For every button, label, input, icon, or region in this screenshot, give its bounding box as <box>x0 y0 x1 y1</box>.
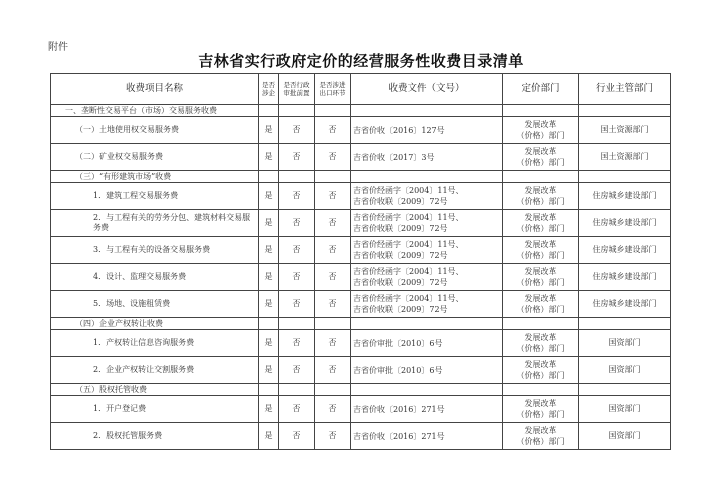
header-document: 收费文件（文号） <box>351 74 503 105</box>
industry-dept-cell: 国资部门 <box>579 396 671 423</box>
empty-cell <box>279 105 315 117</box>
header-pricing-dept: 定价部门 <box>503 74 579 105</box>
document-cell <box>351 423 503 450</box>
pricing-dept-line: （价格）部门 <box>516 371 565 380</box>
export-link-cell: 否 <box>315 396 351 423</box>
pricing-dept-line: 发展改革 <box>524 267 557 276</box>
document-cell <box>351 144 503 171</box>
export-link-cell: 否 <box>315 183 351 210</box>
empty-cell <box>279 171 315 183</box>
document-line: 吉省价收联〔2009〕72号 <box>353 305 448 314</box>
pricing-dept-line: （价格）部门 <box>516 131 565 140</box>
pricing-dept-cell <box>503 144 579 171</box>
document-line: 吉省价收联〔2009〕72号 <box>353 224 448 233</box>
document-cell <box>351 291 503 318</box>
pricing-dept-cell <box>503 210 579 237</box>
pricing-dept-line: 发展改革 <box>524 213 557 222</box>
section-title: 一、垄断性交易平台（市场）交易服务收费 <box>51 105 259 117</box>
empty-cell <box>503 171 579 183</box>
document-line: 吉省价经函字〔2004〕11号、 <box>353 240 464 249</box>
industry-dept-cell: 住房城乡建设部门 <box>579 291 671 318</box>
table-row <box>51 396 671 423</box>
involves-enterprise-cell: 是 <box>259 396 279 423</box>
document-line: 吉省价审批〔2010〕6号 <box>353 365 443 375</box>
involves-enterprise-cell: 是 <box>259 423 279 450</box>
table-row <box>51 117 671 144</box>
section-row <box>51 318 671 330</box>
empty-cell <box>579 171 671 183</box>
document-line: 吉省价收联〔2009〕72号 <box>353 197 448 206</box>
admin-approval-cell: 否 <box>279 144 315 171</box>
pricing-dept-line: 发展改革 <box>524 240 557 249</box>
industry-dept-cell: 住房城乡建设部门 <box>579 264 671 291</box>
table-row <box>51 423 671 450</box>
item-name: 4．设计、监理交易服务费 <box>51 264 259 291</box>
admin-approval-cell: 否 <box>279 423 315 450</box>
empty-cell <box>579 384 671 396</box>
item-name: 5．场地、设施租赁费 <box>51 291 259 318</box>
pricing-dept-line: （价格）部门 <box>516 305 565 314</box>
header-admin-approval: 是否行政审批前置 <box>279 74 315 105</box>
attachment-label: 附件 <box>48 42 68 53</box>
empty-cell <box>503 318 579 330</box>
document-cell <box>351 396 503 423</box>
empty-cell <box>579 318 671 330</box>
header-row <box>51 74 671 105</box>
export-link-cell: 否 <box>315 264 351 291</box>
export-link-cell: 否 <box>315 330 351 357</box>
table-row <box>51 330 671 357</box>
table-row <box>51 144 671 171</box>
section-row <box>51 171 671 183</box>
pricing-dept-cell <box>503 264 579 291</box>
admin-approval-cell: 否 <box>279 183 315 210</box>
empty-cell <box>259 105 279 117</box>
page-title: 吉林省实行政府定价的经营服务性收费目录清单 <box>198 52 524 70</box>
involves-enterprise-cell: 是 <box>259 117 279 144</box>
empty-cell <box>351 171 503 183</box>
table-row <box>51 264 671 291</box>
export-link-cell: 否 <box>315 210 351 237</box>
pricing-dept-line: （价格）部门 <box>516 158 565 167</box>
involves-enterprise-cell: 是 <box>259 237 279 264</box>
export-link-cell: 否 <box>315 357 351 384</box>
item-name: 3．与工程有关的设备交易服务费 <box>51 237 259 264</box>
document-line: 吉省价经函字〔2004〕11号、 <box>353 267 464 276</box>
export-link-cell: 否 <box>315 291 351 318</box>
document-cell <box>351 210 503 237</box>
section-row <box>51 105 671 117</box>
admin-approval-cell: 否 <box>279 237 315 264</box>
table-row <box>51 291 671 318</box>
admin-approval-cell: 否 <box>279 264 315 291</box>
pricing-dept-line: 发展改革 <box>524 147 557 156</box>
pricing-dept-line: 发展改革 <box>524 294 557 303</box>
industry-dept-cell: 国资部门 <box>579 423 671 450</box>
admin-approval-cell: 否 <box>279 210 315 237</box>
document-cell <box>351 237 503 264</box>
document-cell <box>351 357 503 384</box>
pricing-dept-cell <box>503 396 579 423</box>
involves-enterprise-cell: 是 <box>259 183 279 210</box>
empty-cell <box>259 384 279 396</box>
pricing-dept-line: 发展改革 <box>524 333 557 342</box>
empty-cell <box>279 384 315 396</box>
admin-approval-cell: 否 <box>279 291 315 318</box>
document-line: 吉省价经函字〔2004〕11号、 <box>353 186 464 195</box>
export-link-cell: 否 <box>315 117 351 144</box>
involves-enterprise-cell: 是 <box>259 357 279 384</box>
industry-dept-cell: 住房城乡建设部门 <box>579 210 671 237</box>
document-line: 吉省价经函字〔2004〕11号、 <box>353 213 464 222</box>
document-cell <box>351 183 503 210</box>
document-line: 吉省价收〔2016〕271号 <box>353 431 445 441</box>
pricing-dept-cell <box>503 291 579 318</box>
header-industry-dept: 行业主管部门 <box>579 74 671 105</box>
empty-cell <box>579 105 671 117</box>
pricing-dept-line: （价格）部门 <box>516 410 565 419</box>
document-line: 吉省价收联〔2009〕72号 <box>353 251 448 260</box>
involves-enterprise-cell: 是 <box>259 330 279 357</box>
empty-cell <box>351 384 503 396</box>
involves-enterprise-cell: 是 <box>259 210 279 237</box>
header-involves-enterprise: 是否涉企 <box>259 74 279 105</box>
empty-cell <box>279 318 315 330</box>
section-title: （三）“有形建筑市场”收费 <box>51 171 259 183</box>
involves-enterprise-cell: 是 <box>259 264 279 291</box>
table-row <box>51 357 671 384</box>
empty-cell <box>351 318 503 330</box>
document-line: 吉省价收联〔2009〕72号 <box>353 278 448 287</box>
admin-approval-cell: 否 <box>279 117 315 144</box>
item-name: 1．开户登记费 <box>51 396 259 423</box>
pricing-dept-line: （价格）部门 <box>516 278 565 287</box>
empty-cell <box>315 318 351 330</box>
item-name: （二）矿业权交易服务费 <box>51 144 259 171</box>
industry-dept-cell: 国土资源部门 <box>579 117 671 144</box>
empty-cell <box>259 171 279 183</box>
item-name: 1．产权转让信息咨询服务费 <box>51 330 259 357</box>
table-row <box>51 210 671 237</box>
industry-dept-cell: 国资部门 <box>579 330 671 357</box>
industry-dept-cell: 住房城乡建设部门 <box>579 183 671 210</box>
item-name: 2．企业产权转让交割服务费 <box>51 357 259 384</box>
item-name: 2．股权托管服务费 <box>51 423 259 450</box>
document-cell <box>351 117 503 144</box>
document-line: 吉省价收〔2017〕3号 <box>353 152 435 162</box>
table-row <box>51 183 671 210</box>
document-line: 吉省价审批〔2010〕6号 <box>353 338 443 348</box>
pricing-dept-line: （价格）部门 <box>516 224 565 233</box>
pricing-dept-cell <box>503 330 579 357</box>
fee-catalog-table <box>50 73 671 450</box>
pricing-dept-line: （价格）部门 <box>516 344 565 353</box>
header-export-link: 是否涉进出口环节 <box>315 74 351 105</box>
admin-approval-cell: 否 <box>279 357 315 384</box>
table-row <box>51 237 671 264</box>
admin-approval-cell: 否 <box>279 396 315 423</box>
industry-dept-cell: 国土资源部门 <box>579 144 671 171</box>
item-name: （一）土地使用权交易服务费 <box>51 117 259 144</box>
empty-cell <box>503 384 579 396</box>
section-title: （四）企业产权转让收费 <box>51 318 259 330</box>
admin-approval-cell: 否 <box>279 330 315 357</box>
pricing-dept-cell <box>503 183 579 210</box>
pricing-dept-line: 发展改革 <box>524 360 557 369</box>
item-name: 1．建筑工程交易服务费 <box>51 183 259 210</box>
pricing-dept-line: （价格）部门 <box>516 197 565 206</box>
document-cell <box>351 330 503 357</box>
pricing-dept-line: 发展改革 <box>524 186 557 195</box>
pricing-dept-cell <box>503 423 579 450</box>
document-line: 吉省价收〔2016〕271号 <box>353 404 445 414</box>
export-link-cell: 否 <box>315 237 351 264</box>
pricing-dept-line: 发展改革 <box>524 399 557 408</box>
item-name: 2．与工程有关的劳务分包、建筑材料交易服务费 <box>51 210 259 237</box>
pricing-dept-cell <box>503 237 579 264</box>
pricing-dept-line: （价格）部门 <box>516 437 565 446</box>
section-row <box>51 384 671 396</box>
document-cell <box>351 264 503 291</box>
document-line: 吉省价经函字〔2004〕11号、 <box>353 294 464 303</box>
industry-dept-cell: 国资部门 <box>579 357 671 384</box>
empty-cell <box>315 171 351 183</box>
document-line: 吉省价收〔2016〕127号 <box>353 125 445 135</box>
pricing-dept-line: （价格）部门 <box>516 251 565 260</box>
export-link-cell: 否 <box>315 144 351 171</box>
industry-dept-cell: 住房城乡建设部门 <box>579 237 671 264</box>
empty-cell <box>503 105 579 117</box>
empty-cell <box>259 318 279 330</box>
pricing-dept-line: 发展改革 <box>524 120 557 129</box>
involves-enterprise-cell: 是 <box>259 291 279 318</box>
involves-enterprise-cell: 是 <box>259 144 279 171</box>
pricing-dept-cell <box>503 117 579 144</box>
section-title: （五）股权托管收费 <box>51 384 259 396</box>
empty-cell <box>351 105 503 117</box>
pricing-dept-line: 发展改革 <box>524 426 557 435</box>
empty-cell <box>315 105 351 117</box>
export-link-cell: 否 <box>315 423 351 450</box>
header-item: 收费项目名称 <box>51 74 259 105</box>
pricing-dept-cell <box>503 357 579 384</box>
empty-cell <box>315 384 351 396</box>
